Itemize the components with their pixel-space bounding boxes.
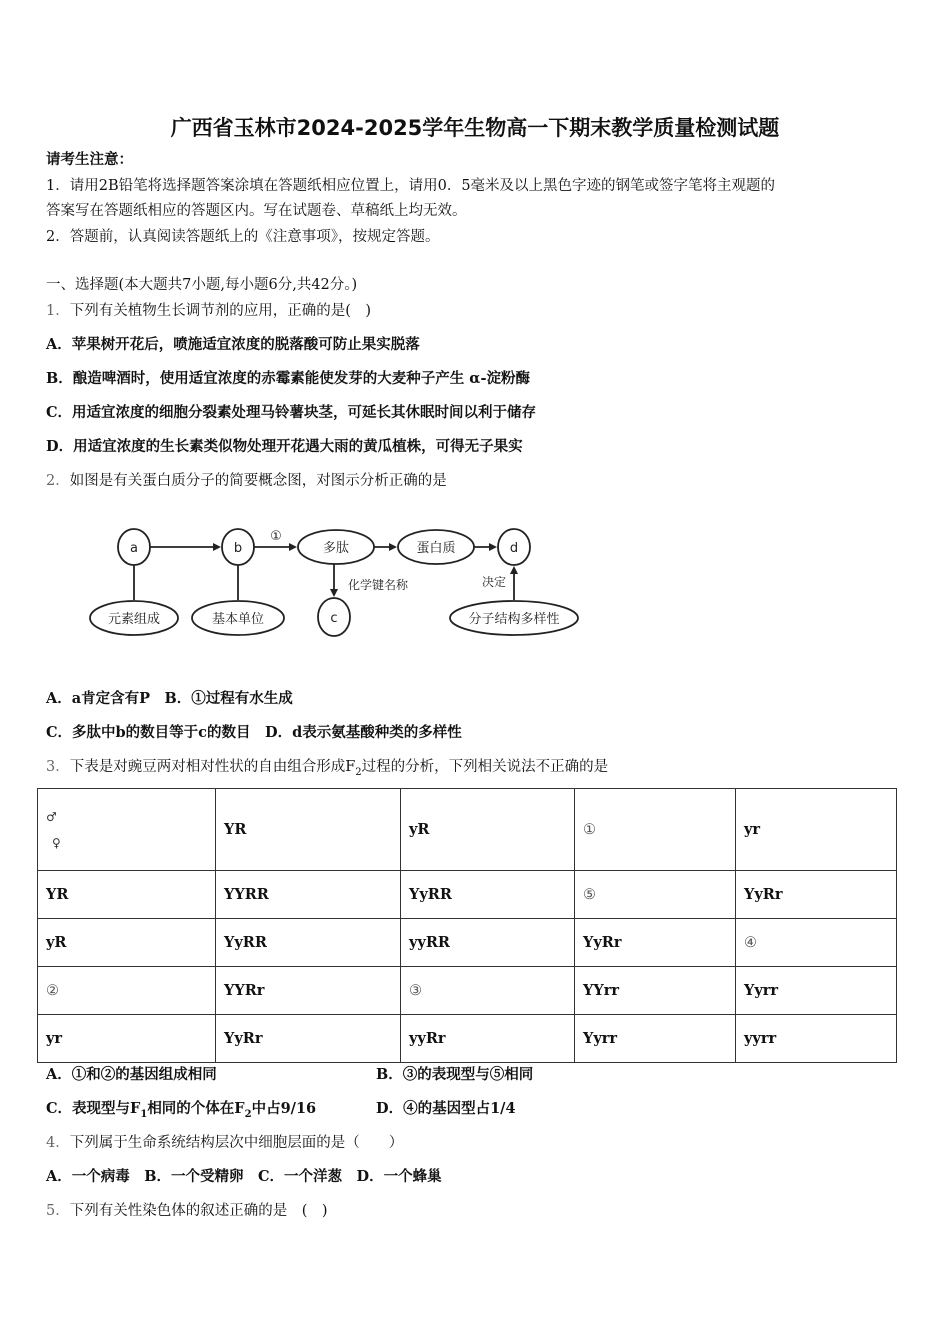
question-3: [46, 757, 608, 783]
table-row: [38, 789, 897, 871]
table-cell: yr: [38, 1015, 216, 1063]
table-cell: YR: [38, 871, 216, 919]
q3-option-c: [46, 1099, 316, 1125]
question-stem: 下列有关性染色体的叙述正确的是 ( ): [69, 1203, 328, 1219]
table-cell: ⑤: [575, 871, 736, 919]
label-protein: 蛋白质: [416, 541, 456, 556]
table-cell: ①: [575, 789, 736, 871]
table-cell: ③: [401, 967, 575, 1015]
question-2: [46, 471, 447, 491]
table-cell: ④: [736, 919, 897, 967]
question-number: 2．: [46, 473, 70, 489]
table-cell: yyrr: [736, 1015, 897, 1063]
q1-option-c: C．用适宜浓度的细胞分裂素处理马铃薯块茎，可延长其休眠时间以利于储存: [46, 404, 537, 421]
table-cell: yyRR: [401, 919, 575, 967]
question-number: 4．: [46, 1135, 70, 1151]
table-cell: yyRr: [401, 1015, 575, 1063]
label-bond: 化学键名称: [347, 578, 409, 592]
question-1: [46, 301, 371, 321]
section-heading: 一、选择题(本大题共7小题,每小题6分,共42分。): [46, 277, 358, 293]
label-a: a: [130, 541, 138, 556]
question-stem: 下表是对豌豆两对相对性状的自由组合形成F: [69, 759, 356, 775]
question-number: 1．: [46, 303, 70, 319]
label-decide: 决定: [481, 575, 507, 589]
table-cell: YYrr: [575, 967, 736, 1015]
table-cell: yR: [401, 789, 575, 871]
label-step-1: ①: [270, 529, 282, 544]
arrow-head: [489, 543, 497, 551]
question-4: [46, 1133, 403, 1153]
table-corner: [38, 789, 216, 871]
arrow-head: [389, 543, 397, 551]
notice-item-1b: 答案写在答题纸相应的答题区内。写在试题卷、草稿纸上均无效。: [46, 203, 467, 219]
subscript: 2: [244, 1108, 252, 1120]
table-cell: YR: [216, 789, 401, 871]
table-row: [38, 919, 897, 967]
question-5: [46, 1201, 328, 1221]
table-cell: YYRR: [216, 871, 401, 919]
table-cell: YyRr: [216, 1015, 401, 1063]
table-cell: YYRr: [216, 967, 401, 1015]
label-b: b: [233, 541, 243, 556]
q1-option-d: D．用适宜浓度的生长素类似物处理开花遇大雨的黄瓜植株，可得无子果实: [46, 438, 523, 455]
question-stem-tail: 过程的分析，下列相关说法不正确的是: [361, 759, 609, 775]
q4-options: A．一个病毒 B．一个受精卵 C．一个洋葱 D．一个蜂巢: [46, 1168, 442, 1185]
table-row: [38, 967, 897, 1015]
q3-option-d: D．④的基因型占1/4: [376, 1100, 516, 1117]
arrow-head: [289, 543, 297, 551]
genotype-table: [37, 788, 897, 1063]
question-stem: 下列有关植物生长调节剂的应用，正确的是( ): [69, 303, 372, 319]
label-c: c: [330, 611, 338, 626]
table-row: [38, 1015, 897, 1063]
notice-heading: 请考生注意：: [46, 151, 133, 168]
q3-option-a: A．①和②的基因组成相同: [46, 1066, 217, 1083]
label-peptide: 多肽: [322, 541, 350, 556]
table-row: [38, 871, 897, 919]
arrow-head: [510, 566, 518, 574]
page-title: 广西省玉林市2024-2025学年生物高一下期末教学质量检测试题: [170, 116, 780, 140]
table-cell: yR: [38, 919, 216, 967]
table-cell: yr: [736, 789, 897, 871]
q2-options-ab: A．a肯定含有P B．①过程有水生成: [46, 690, 293, 707]
subscript: 2: [355, 766, 362, 778]
q1-option-a: A．苹果树开花后，喷施适宜浓度的脱落酸可防止果实脱落: [46, 336, 420, 353]
option-text: 相同的个体在F: [147, 1100, 245, 1117]
table-cell: YyRR: [401, 871, 575, 919]
table-cell: YyRr: [736, 871, 897, 919]
q3-option-b: B．③的表现型与⑤相同: [376, 1066, 534, 1083]
option-text: 中占9/16: [251, 1100, 317, 1117]
notice-item-1a: 1．请用2B铅笔将选择题答案涂填在答题纸相应位置上，请用0．5毫米及以上黑色字迹的钢笔或签字笔将主观题的: [46, 178, 776, 194]
q1-option-b: B．酿造啤酒时，使用适宜浓度的赤霉素能使发芽的大麦种子产生 α-淀粉酶: [46, 370, 530, 387]
label-units: 基本单位: [211, 612, 265, 627]
option-text: C．表现型与F: [46, 1100, 141, 1117]
table-cell: YyRR: [216, 919, 401, 967]
male-symbol: ♂: [46, 809, 57, 824]
notice-item-2: 2．答题前，认真阅读答题纸上的《注意事项》，按规定答题。: [46, 229, 440, 245]
question-stem: 如图是有关蛋白质分子的简要概念图，对图示分析正确的是: [69, 473, 447, 489]
question-number: 5．: [46, 1203, 70, 1219]
label-elements: 元素组成: [107, 612, 161, 627]
protein-concept-diagram: [88, 518, 588, 648]
table-cell: Yyrr: [736, 967, 897, 1015]
female-symbol: ♀: [52, 835, 61, 850]
table-cell: YyRr: [575, 919, 736, 967]
label-diversity: 分子结构多样性: [468, 612, 560, 627]
subscript: 1: [140, 1108, 148, 1120]
arrow-head: [330, 589, 338, 597]
arrow-head: [213, 543, 221, 551]
table-cell: Yyrr: [575, 1015, 736, 1063]
question-stem: 下列属于生命系统结构层次中细胞层面的是（ ）: [69, 1135, 404, 1151]
table-cell: ②: [38, 967, 216, 1015]
q2-options-cd: C．多肽中b的数目等于c的数目 D．d表示氨基酸种类的多样性: [46, 724, 462, 741]
question-number: 3．: [46, 759, 70, 775]
label-d: d: [509, 541, 519, 556]
